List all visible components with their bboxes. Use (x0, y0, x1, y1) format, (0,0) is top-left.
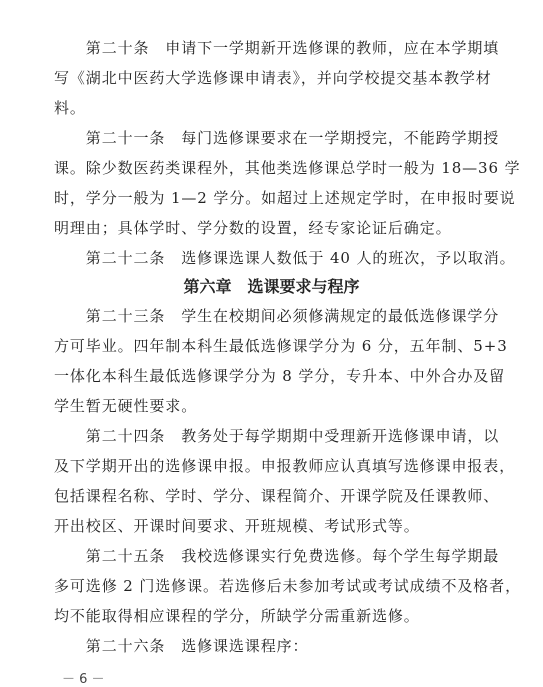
text-line: 方可毕业。四年制本科生最低选修课学分为 6 分，五年制、5+3 (54, 337, 508, 355)
text-line: 第二十三条 学生在校期间必须修满规定的最低选修课学分 (54, 307, 500, 325)
text-line: 多可选修 2 门选修课。若选修后未参加考试或考试成绩不及格者， (54, 577, 521, 595)
text-line: 开出校区、开课时间要求、开班规模、考试形式等。 (54, 517, 420, 535)
text-line: 写《湖北中医药大学选修课申请表》，并向学校提交基本教学材 (54, 69, 492, 87)
text-line: 均不能取得相应课程的学分，所缺学分需重新选修。 (54, 607, 420, 625)
text-line: 学生暂无硬性要求。 (54, 397, 198, 415)
text-line: 课。除少数医药类课程外，其他类选修课总学时一般为 18—36 学 (54, 159, 521, 177)
text-line: 及下学期开出的选修课申报。申报教师应认真填写选修课申报表， (54, 457, 516, 475)
text-line: 第二十六条 选修课选课程序： (54, 637, 309, 655)
text-line: 第二十条 申请下一学期新开选修课的教师，应在本学期填 (54, 39, 500, 57)
text-line: 第二十四条 教务处于每学期期中受理新开选修课申请，以 (54, 427, 500, 445)
text-line: 包括课程名称、学时、学分、课程简介、开课学院及任课教师、 (54, 487, 500, 505)
text-line: 第二十一条 每门选修课要求在一学期授完，不能跨学期授 (54, 129, 500, 147)
page-number: － 6 － (62, 672, 105, 687)
text-line: 一体化本科生最低选修课学分为 8 学分，专升本、中外合办及留 (54, 367, 506, 385)
text-line: 明理由；具体学时、学分数的设置，经专家论证后确定。 (54, 219, 452, 237)
text-line: 第二十二条 选修课选课人数低于 40 人的班次，予以取消。 (54, 249, 516, 267)
text-line: 料。 (54, 99, 86, 117)
chapter-heading: 第六章 选课要求与程序 (183, 277, 360, 296)
text-line: 第二十五条 我校选修课实行免费选修。每个学生每学期最 (54, 547, 500, 565)
text-line: 时，学分一般为 1—2 学分。如超过上述规定学时，在申报时要说 (54, 189, 516, 207)
